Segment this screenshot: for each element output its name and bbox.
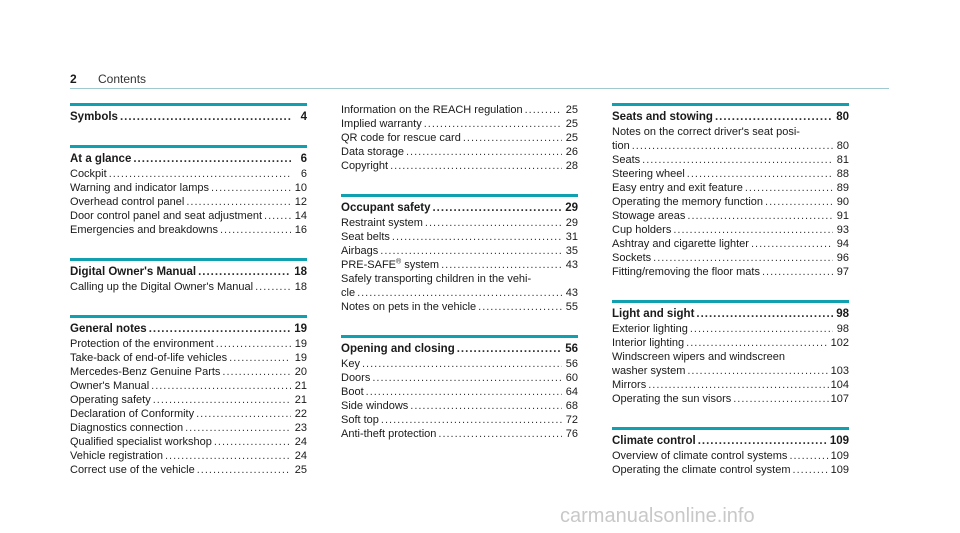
section-heading-link[interactable]	[612, 110, 849, 124]
entry-label: Soft top	[341, 414, 379, 426]
entry-label: Notes on pets in the vehicle	[341, 301, 477, 313]
toc-entry-link[interactable]	[70, 337, 307, 351]
toc-entry-link[interactable]	[341, 427, 578, 441]
entry-label: Mirrors	[612, 379, 647, 391]
section-title: At a glance	[70, 153, 132, 165]
toc-entry-link[interactable]	[341, 131, 578, 145]
section-divider	[70, 315, 307, 318]
entry-page: 35	[565, 245, 578, 257]
toc-entry-link[interactable]	[341, 216, 578, 230]
entry-label: tion	[612, 140, 630, 152]
section-title: Light and sight	[612, 308, 695, 320]
entry-page: 24	[294, 436, 307, 448]
toc-entry-link[interactable]	[341, 399, 578, 413]
dot-leader	[687, 167, 833, 181]
toc-entry-link[interactable]	[612, 378, 849, 392]
dot-leader	[762, 265, 833, 279]
dot-leader	[686, 336, 828, 350]
dot-leader	[197, 463, 291, 477]
entry-page: 81	[836, 154, 849, 166]
toc-entry-link[interactable]	[612, 195, 849, 209]
entry-label: Easy entry and exit feature	[612, 182, 743, 194]
entry-page: 103	[830, 365, 849, 377]
dot-leader	[109, 167, 291, 181]
toc-entry-link[interactable]	[341, 413, 578, 427]
entry-wrapped-line[interactable]: Notes on the correct driver's seat posi-	[612, 126, 800, 138]
section-heading-link[interactable]	[70, 152, 307, 166]
section-page: 6	[300, 153, 307, 165]
dot-leader	[380, 244, 562, 258]
toc-entry-link[interactable]	[341, 244, 578, 258]
dot-leader	[381, 413, 562, 427]
entry-page: 102	[830, 337, 849, 349]
entry-label: cle	[341, 287, 356, 299]
toc-entry-link[interactable]	[341, 230, 578, 244]
dot-leader	[222, 365, 291, 379]
dot-leader	[216, 337, 291, 351]
dot-leader	[687, 209, 833, 223]
entry-page: 28	[565, 160, 578, 172]
section-page: 19	[294, 323, 307, 335]
section-heading-link[interactable]	[341, 201, 578, 215]
entry-label: Correct use of the vehicle	[70, 464, 195, 476]
entry-label: Operating safety	[70, 394, 151, 406]
entry-page: 109	[830, 464, 849, 476]
section-divider	[612, 300, 849, 303]
toc-section	[70, 103, 307, 124]
entry-label: Protection of the environment	[70, 338, 214, 350]
entry-page: 107	[830, 393, 849, 405]
entry-label: Stowage areas	[612, 210, 686, 222]
entry-label: Cup holders	[612, 224, 672, 236]
dot-leader	[525, 103, 562, 117]
dot-leader	[432, 201, 562, 215]
toc-entry-link[interactable]	[612, 336, 849, 350]
toc-entry-link[interactable]	[70, 167, 307, 181]
toc-entry-link[interactable]	[612, 364, 849, 378]
toc-section	[612, 427, 849, 477]
dot-leader	[366, 385, 562, 399]
dot-leader	[478, 300, 562, 314]
entry-label: Exterior lighting	[612, 323, 688, 335]
section-divider	[612, 427, 849, 430]
section-page: 56	[565, 343, 578, 355]
entry-label: Operating the climate control system	[612, 464, 791, 476]
dot-leader	[120, 110, 291, 124]
toc-entry-link[interactable]	[612, 463, 849, 477]
section-page: 4	[300, 111, 307, 123]
entry-label: washer system	[612, 365, 686, 377]
toc-entry-link[interactable]	[341, 159, 578, 173]
entry-page: 104	[830, 379, 849, 391]
toc-entry-link[interactable]	[70, 435, 307, 449]
entry-label: Anti-theft protection	[341, 428, 437, 440]
entry-label: Declaration of Conformity	[70, 408, 195, 420]
toc-entry-link[interactable]	[70, 449, 307, 463]
dot-leader	[687, 364, 828, 378]
dot-leader	[165, 449, 291, 463]
entry-page: 16	[294, 224, 307, 236]
dot-leader	[690, 322, 833, 336]
dot-leader	[186, 195, 291, 209]
section-heading-link[interactable]	[70, 265, 307, 279]
dot-leader	[372, 371, 562, 385]
entry-page: 25	[565, 118, 578, 130]
toc-entry-link[interactable]	[612, 251, 849, 265]
entry-page: 93	[836, 224, 849, 236]
entry-page: 25	[294, 464, 307, 476]
section-page: 29	[565, 202, 578, 214]
section-divider	[70, 145, 307, 148]
dot-leader	[185, 421, 291, 435]
dot-leader	[698, 434, 828, 448]
page-number: 2	[70, 72, 77, 86]
entry-page: 19	[294, 352, 307, 364]
dot-leader	[648, 378, 828, 392]
toc-column-1	[70, 103, 307, 498]
toc-entry-link[interactable]	[612, 322, 849, 336]
watermark-text: carmanualsonline.info	[560, 505, 755, 527]
page-header	[70, 72, 146, 86]
entry-page: 18	[294, 281, 307, 293]
dot-leader	[632, 139, 833, 153]
section-divider	[70, 103, 307, 106]
dot-leader	[425, 216, 562, 230]
entry-page: 19	[294, 338, 307, 350]
entry-page: 91	[836, 210, 849, 222]
toc-entry-link[interactable]	[70, 463, 307, 477]
toc-section	[70, 145, 307, 237]
entry-page: 80	[836, 140, 849, 152]
section-title: Symbols	[70, 111, 118, 123]
entry-label: Calling up the Digital Owner's Manual	[70, 281, 254, 293]
entry-label: Steering wheel	[612, 168, 685, 180]
toc-section	[70, 258, 307, 294]
entry-label: Boot	[341, 386, 364, 398]
entry-page: 24	[294, 450, 307, 462]
section-divider	[70, 258, 307, 261]
dot-leader	[745, 181, 833, 195]
entry-page: 21	[294, 380, 307, 392]
entry-label: Restraint system	[341, 217, 423, 229]
entry-label: Sockets	[612, 252, 652, 264]
section-title: General notes	[70, 323, 147, 335]
entry-label: Cockpit	[70, 168, 107, 180]
header-divider	[70, 88, 889, 89]
entry-page: 68	[565, 400, 578, 412]
dot-leader	[642, 153, 833, 167]
dot-leader	[362, 357, 562, 371]
entry-label: Doors	[341, 372, 371, 384]
entry-page: 20	[294, 366, 307, 378]
dot-leader	[789, 449, 828, 463]
section-title: Occupant safety	[341, 202, 431, 214]
toc-entry-link[interactable]	[70, 365, 307, 379]
section-heading-link[interactable]	[70, 322, 307, 336]
toc-entry-link[interactable]	[70, 195, 307, 209]
entry-label: Seat belts	[341, 231, 390, 243]
entry-label: Operating the sun visors	[612, 393, 732, 405]
dot-leader	[751, 237, 833, 251]
entry-label: Side windows	[341, 400, 409, 412]
toc-section	[341, 335, 578, 441]
entry-label: Key	[341, 358, 360, 370]
toc-entry-link[interactable]	[70, 379, 307, 393]
toc-entry-link[interactable]	[612, 449, 849, 463]
entry-label: Implied warranty	[341, 118, 422, 130]
section-title: Climate control	[612, 435, 696, 447]
dot-leader	[793, 463, 829, 477]
section-divider	[341, 194, 578, 197]
dot-leader	[424, 117, 562, 131]
toc-entry-link[interactable]	[341, 258, 578, 272]
dot-leader	[264, 209, 291, 223]
dot-leader	[653, 251, 833, 265]
toc-column-2	[341, 103, 578, 462]
entry-label: Airbags	[341, 245, 379, 257]
toc-entry-link[interactable]	[341, 145, 578, 159]
dot-leader	[438, 427, 562, 441]
dot-leader	[392, 230, 562, 244]
dot-leader	[220, 223, 291, 237]
entry-label: Overview of climate control systems	[612, 450, 788, 462]
entry-page: 96	[836, 252, 849, 264]
entry-label: Qualified specialist workshop	[70, 436, 212, 448]
section-page: 98	[836, 308, 849, 320]
section-page: 18	[294, 266, 307, 278]
dot-leader	[733, 392, 828, 406]
entry-label: Diagnostics connection	[70, 422, 184, 434]
toc-entry-link[interactable]	[341, 371, 578, 385]
entry-label: Seats	[612, 154, 641, 166]
toc-entry-link[interactable]	[70, 181, 307, 195]
entry-page: 21	[294, 394, 307, 406]
toc-entry-link[interactable]	[612, 237, 849, 251]
dot-leader	[211, 181, 291, 195]
toc-section	[341, 194, 578, 314]
entry-label: Mercedes-Benz Genuine Parts	[70, 366, 221, 378]
entry-page: 29	[565, 217, 578, 229]
toc-entry-link[interactable]	[341, 357, 578, 371]
dot-leader	[153, 393, 291, 407]
section-divider	[612, 103, 849, 106]
section-heading-link[interactable]	[341, 342, 578, 356]
toc-entry-link[interactable]	[341, 385, 578, 399]
entry-label: Overhead control panel	[70, 196, 185, 208]
toc-entry-link[interactable]	[70, 209, 307, 223]
entry-page: 25	[565, 132, 578, 144]
section-title: Digital Owner's Manual	[70, 266, 197, 278]
section-heading-link[interactable]	[612, 307, 849, 321]
entry-page: 25	[565, 104, 578, 116]
toc-entry-link[interactable]	[612, 392, 849, 406]
toc-entry-link[interactable]	[341, 103, 578, 117]
dot-leader	[255, 280, 291, 294]
entry-page: 72	[565, 414, 578, 426]
dot-leader	[406, 145, 562, 159]
section-page: 109	[829, 435, 849, 447]
dot-leader	[151, 379, 291, 393]
section-page: 80	[836, 111, 849, 123]
entry-page: 76	[565, 428, 578, 440]
toc-entry-link[interactable]	[70, 421, 307, 435]
entry-label: Take-back of end-of-life vehicles	[70, 352, 228, 364]
dot-leader	[229, 351, 291, 365]
entry-page: 22	[294, 408, 307, 420]
dot-leader	[410, 399, 562, 413]
section-divider	[341, 335, 578, 338]
entry-label: Operating the memory function	[612, 196, 764, 208]
dot-leader	[673, 223, 833, 237]
entry-page: 14	[294, 210, 307, 222]
dot-leader	[696, 307, 833, 321]
entry-page: 89	[836, 182, 849, 194]
toc-entry-link[interactable]	[70, 393, 307, 407]
entry-label: Interior lighting	[612, 337, 685, 349]
dot-leader	[390, 159, 562, 173]
entry-page: 60	[565, 372, 578, 384]
dot-leader	[133, 152, 291, 166]
toc-entry-link[interactable]	[612, 153, 849, 167]
entry-wrapped-line[interactable]: Windscreen wipers and windscreen	[612, 351, 786, 363]
toc-entry-link[interactable]	[70, 351, 307, 365]
toc-section	[70, 315, 307, 477]
entry-page: 6	[300, 168, 307, 180]
entry-page: 31	[565, 231, 578, 243]
entry-label: Ashtray and cigarette lighter	[612, 238, 749, 250]
entry-wrapped-line[interactable]: Safely transporting children in the vehi-	[341, 273, 532, 285]
toc-entry-link[interactable]	[70, 407, 307, 421]
entry-page: 94	[836, 238, 849, 250]
toc-column-3	[612, 103, 849, 498]
toc-section	[612, 103, 849, 279]
toc-entry-link[interactable]	[612, 223, 849, 237]
entry-page: 23	[294, 422, 307, 434]
toc-entry-link[interactable]	[341, 286, 578, 300]
toc-entry-link[interactable]	[612, 265, 849, 279]
entry-page: 109	[830, 450, 849, 462]
toc-entry-link[interactable]	[612, 167, 849, 181]
toc-entry-link[interactable]	[341, 117, 578, 131]
toc-entry-link[interactable]	[70, 223, 307, 237]
section-heading-link[interactable]	[612, 434, 849, 448]
entry-label: Data storage	[341, 146, 404, 158]
entry-page: 90	[836, 196, 849, 208]
entry-label: Vehicle registration	[70, 450, 163, 462]
entry-page: 97	[836, 266, 849, 278]
entry-label: Emergencies and breakdowns	[70, 224, 218, 236]
entry-label: Fitting/removing the floor mats	[612, 266, 760, 278]
dot-leader	[457, 342, 562, 356]
entry-page: 64	[565, 386, 578, 398]
entry-page: 55	[565, 301, 578, 313]
entry-page: 56	[565, 358, 578, 370]
toc-entry-link[interactable]	[70, 280, 307, 294]
section-heading-link[interactable]	[70, 110, 307, 124]
entry-page: 98	[836, 323, 849, 335]
dot-leader	[357, 286, 562, 300]
entry-label: Door control panel and seat adjustment	[70, 210, 263, 222]
entry-label: Owner's Manual	[70, 380, 150, 392]
entry-label: Copyright	[341, 160, 389, 172]
dot-leader	[441, 258, 562, 272]
dot-leader	[715, 110, 833, 124]
entry-label: QR code for rescue card	[341, 132, 461, 144]
entry-page: 43	[565, 259, 578, 271]
entry-page: 43	[565, 287, 578, 299]
entry-label: Warning and indicator lamps	[70, 182, 209, 194]
toc-section	[341, 103, 578, 173]
toc-entry-link[interactable]	[612, 209, 849, 223]
entry-page: 88	[836, 168, 849, 180]
section-title: Seats and stowing	[612, 111, 713, 123]
entry-label: Information on the REACH regulation	[341, 104, 523, 116]
entry-page: 12	[294, 196, 307, 208]
section-title: Opening and closing	[341, 343, 455, 355]
entry-page: 10	[294, 182, 307, 194]
dot-leader	[198, 265, 291, 279]
header-title: Contents	[98, 72, 147, 86]
dot-leader	[765, 195, 833, 209]
toc-entry-link[interactable]	[612, 181, 849, 195]
toc-entry-link[interactable]	[341, 300, 578, 314]
dot-leader	[149, 322, 291, 336]
dot-leader	[463, 131, 562, 145]
entry-page: 26	[565, 146, 578, 158]
dot-leader	[196, 407, 291, 421]
entry-label: PRE-SAFE® system	[341, 258, 440, 271]
dot-leader	[214, 435, 291, 449]
toc-entry-link[interactable]	[612, 139, 849, 153]
toc-section	[612, 300, 849, 406]
